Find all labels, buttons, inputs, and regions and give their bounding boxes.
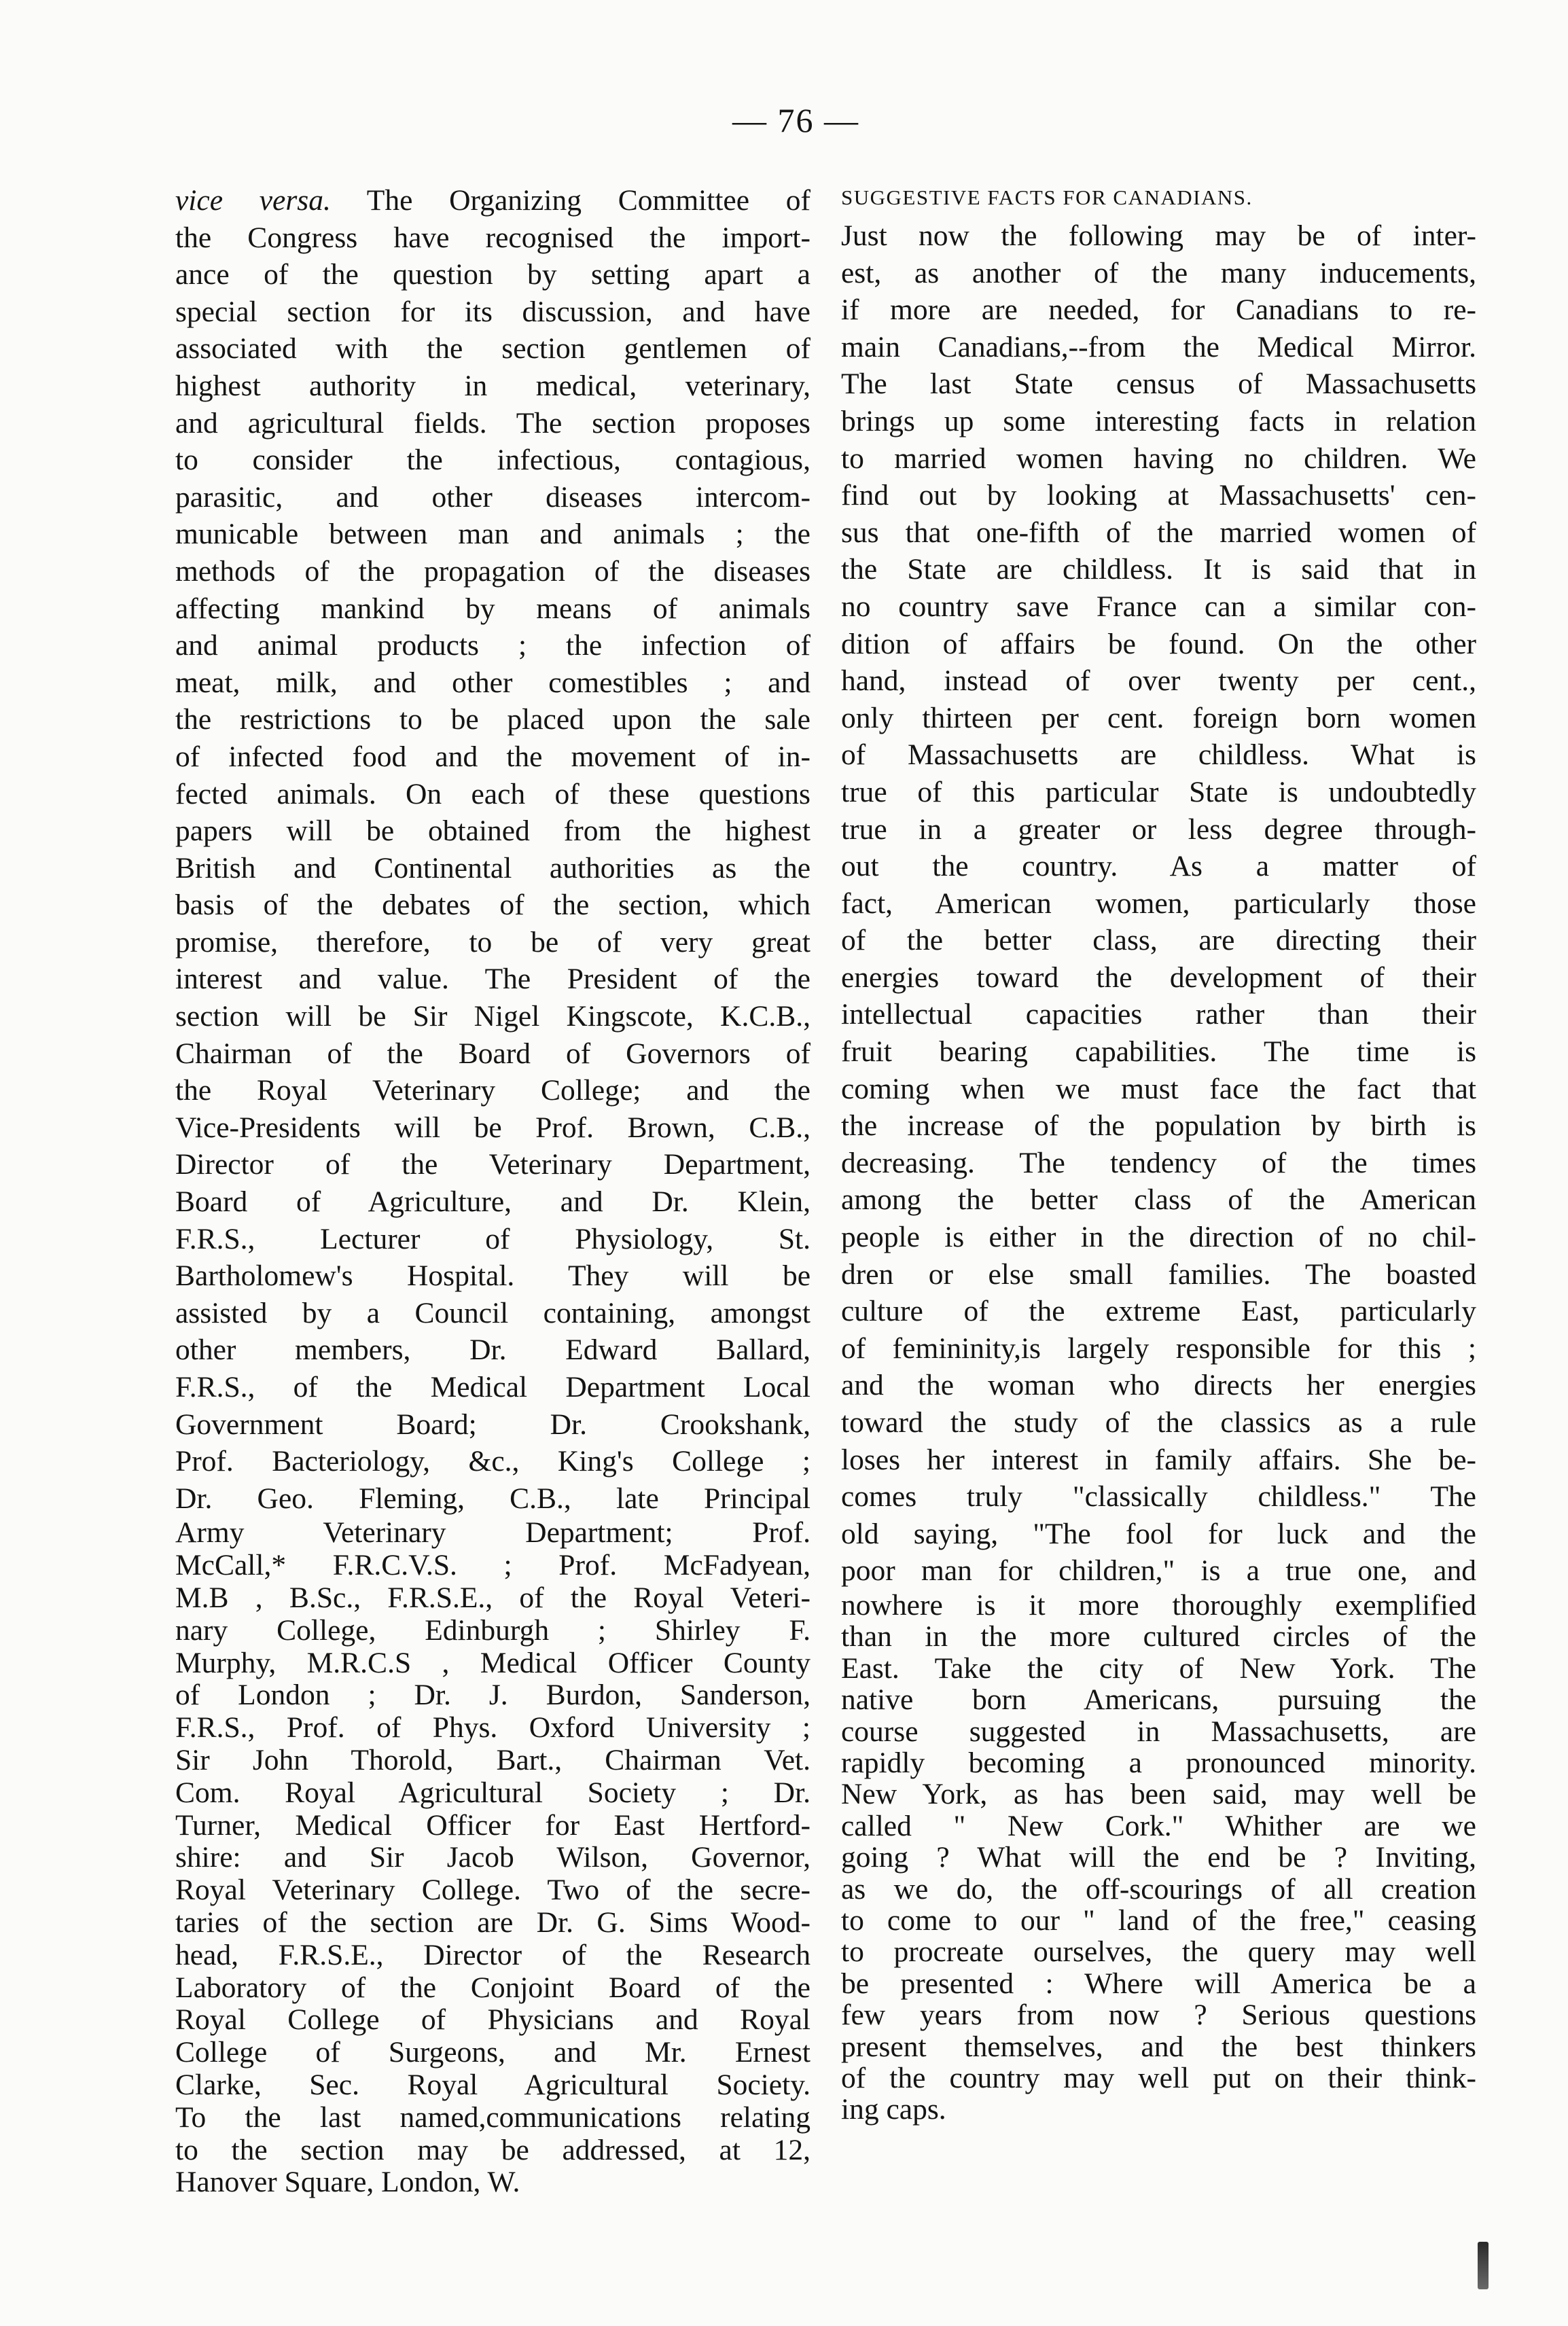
text-line: the increase of the population by birth is xyxy=(841,1109,1476,1143)
text-line: Turner, Medical Officer for East Hertford- xyxy=(175,1808,810,1842)
text-line: assisted by a Council containing, amongst xyxy=(175,1296,810,1329)
text-line: Clarke, Sec. Royal Agricultural Society. xyxy=(175,2068,810,2101)
text-line: Hanover Square, London, W. xyxy=(175,2166,520,2199)
text-line: associated with the section gentlemen of xyxy=(175,332,810,365)
text-line: est, as another of the many inducements, xyxy=(841,256,1476,289)
text-line: of femininity,is largely responsible for this ; xyxy=(841,1331,1476,1365)
text-line: of the country may well put on their think- xyxy=(841,2062,1476,2095)
text-line: Government Board; Dr. Crookshank, xyxy=(175,1408,810,1441)
text-line: no country save France can a similar con- xyxy=(841,590,1476,623)
text-line: and agricultural fields. The section proposes xyxy=(175,406,810,440)
text-line: true of this particular State is undoubtedly xyxy=(841,775,1476,808)
text-line: New York, as has been said, may well be xyxy=(841,1778,1476,1811)
page-number: — 76 — xyxy=(732,101,859,139)
text-line: to the section may be addressed, at 12, xyxy=(175,2133,810,2166)
text-line: of London ; Dr. J. Burdon, Sanderson, xyxy=(175,1679,810,1712)
text-line: the Congress have recognised the import- xyxy=(175,221,810,254)
text-line: native born Americans, pursuing the xyxy=(841,1683,1476,1717)
text-line: of the better class, are directing their xyxy=(841,924,1476,957)
text-line: Murphy, M.R.C.S , Medical Officer County xyxy=(175,1646,810,1679)
text-line: taries of the section are Dr. G. Sims Wood- xyxy=(175,1905,810,1939)
text-line: Sir John Thorold, Bart., Chairman Vet. xyxy=(175,1743,810,1776)
text-line: sus that one-fifth of the married women of xyxy=(841,516,1476,549)
text-line: head, F.R.S.E., Director of the Research xyxy=(175,1938,810,1971)
text-line: comes truly "classically childless." The xyxy=(841,1480,1476,1514)
text-line: nary College, Edinburgh ; Shirley F. xyxy=(175,1613,810,1647)
text-line xyxy=(175,182,810,219)
text-line: F.R.S., of the Medical Department Local xyxy=(175,1371,810,1403)
margin-scan-mark xyxy=(1478,2242,1489,2289)
text-line: Bartholomew's Hospital. They will be xyxy=(175,1259,810,1293)
text-line: Laboratory of the Conjoint Board of the xyxy=(175,1971,810,2004)
text-line: rapidly becoming a pronounced minority. xyxy=(841,1747,1476,1779)
text-line: find out by looking at Massachusetts' cen- xyxy=(841,479,1476,512)
text-line: course suggested in Massachusetts, are xyxy=(841,1715,1476,1748)
text-line: ance of the question by setting apart a xyxy=(175,258,810,291)
text-line: methods of the propagation of the diseases xyxy=(175,554,810,588)
text-line: ing caps. xyxy=(841,2093,946,2126)
text-line: interest and value. The President of the xyxy=(175,963,810,996)
text-line: going ? What will the end be ? Inviting, xyxy=(841,1841,1476,1874)
text-line: of infected food and the movement of in- xyxy=(175,740,810,773)
text-line: fact, American women, particularly those xyxy=(841,887,1476,920)
text-line: people is either in the direction of no chil- xyxy=(841,1221,1476,1254)
text-line: if more are needed, for Canadians to re- xyxy=(841,293,1476,327)
text-line: Royal College of Physicians and Royal xyxy=(175,2003,810,2037)
article-heading: SUGGESTIVE FACTS FOR CANADIANS. xyxy=(841,185,1253,209)
text-line: the restrictions to be placed upon the sale xyxy=(175,703,810,736)
text-line: Director of the Veterinary Department, xyxy=(175,1148,810,1181)
text-line: Just now the following may be of inter- xyxy=(841,219,1476,252)
text-line: called " New Cork." Whither are we xyxy=(841,1809,1476,1842)
text-line: and animal products ; the infection of xyxy=(175,629,810,662)
text-line: than in the more cultured circles of the xyxy=(841,1620,1476,1653)
text-line: of Massachusetts are childless. What is xyxy=(841,738,1476,772)
text-line: dren or else small families. The boasted xyxy=(841,1257,1476,1291)
text-line: hand, instead of over twenty per cent., xyxy=(841,664,1476,698)
text-line: decreasing. The tendency of the times xyxy=(841,1146,1476,1179)
text-line: College of Surgeons, and Mr. Ernest xyxy=(175,2036,810,2069)
text-line: McCall,* F.R.C.V.S. ; Prof. McFadyean, xyxy=(175,1549,810,1582)
text-line: only thirteen per cent. foreign born women xyxy=(841,701,1476,734)
text-line: and the woman who directs her energies xyxy=(841,1369,1476,1402)
text-line: brings up some interesting facts in relation xyxy=(841,404,1476,437)
text-line: the Royal Veterinary College; and the xyxy=(175,1074,810,1107)
text-line: to come to our " land of the free," ceasing xyxy=(841,1904,1476,1937)
text-line: true in a greater or less degree through- xyxy=(841,812,1476,846)
text-line: shire: and Sir Jacob Wilson, Governor, xyxy=(175,1841,810,1874)
text-line: coming when we must face the fact that xyxy=(841,1072,1476,1105)
text-run: The Organizing Committee of xyxy=(330,184,810,217)
text-line: M.B , B.Sc., F.R.S.E., of the Royal Veteri- xyxy=(175,1581,810,1614)
text-line: among the better class of the American xyxy=(841,1183,1476,1217)
text-line: main Canadians,--from the Medical Mirror. xyxy=(841,330,1476,363)
text-line: old saying, "The fool for luck and the xyxy=(841,1517,1476,1550)
text-line: meat, milk, and other comestibles ; and xyxy=(175,666,810,699)
text-line: to procreate ourselves, the query may well xyxy=(841,1935,1476,1969)
text-line: Royal Veterinary College. Two of the secre- xyxy=(175,1874,810,1907)
text-line: to married women having no children. We xyxy=(841,442,1476,475)
text-line: To the last named,communications relating xyxy=(175,2100,810,2134)
right-column xyxy=(841,182,1476,2126)
text-line: the State are childless. It is said that in xyxy=(841,553,1476,586)
text-line: Army Veterinary Department; Prof. xyxy=(175,1516,810,1550)
text-line: municable between man and animals ; the xyxy=(175,518,810,551)
text-line: basis of the debates of the section, which xyxy=(175,889,810,922)
text-line: Board of Agriculture, and Dr. Klein, xyxy=(175,1185,810,1219)
text-line: affecting mankind by means of animals xyxy=(175,592,810,625)
text-line: nowhere is it more thoroughly exemplified xyxy=(841,1588,1476,1622)
text-line: poor man for children," is a true one, and xyxy=(841,1554,1476,1588)
text-line: fruit bearing capabilities. The time is xyxy=(841,1035,1476,1069)
text-line: Vice-Presidents will be Prof. Brown, C.B., xyxy=(175,1111,810,1144)
text-line: promise, therefore, to be of very great xyxy=(175,925,810,959)
left-column xyxy=(175,182,810,2199)
text-line: highest authority in medical, veterinary, xyxy=(175,369,810,402)
text-line: to consider the infectious, contagious, xyxy=(175,444,810,477)
text-line: F.R.S., Lecturer of Physiology, St. xyxy=(175,1222,810,1255)
text-line: Chairman of the Board of Governors of xyxy=(175,1037,810,1070)
text-line: Dr. Geo. Fleming, C.B., late Principal xyxy=(175,1482,810,1515)
text-line: few years from now ? Serious questions xyxy=(841,1999,1476,2032)
text-line: toward the study of the classics as a rule xyxy=(841,1406,1476,1439)
text-line: be presented : Where will America be a xyxy=(841,1967,1476,2000)
text-line: fected animals. On each of these questions xyxy=(175,777,810,810)
text-line: special section for its discussion, and have xyxy=(175,295,810,328)
text-line: papers will be obtained from the highest xyxy=(175,815,810,848)
text-line: section will be Sir Nigel Kingscote, K.C.B., xyxy=(175,1000,810,1033)
text-line: as we do, the off-scourings of all creation xyxy=(841,1872,1476,1905)
text-line: The last State census of Massachusetts xyxy=(841,368,1476,401)
italic-phrase: vice versa. xyxy=(175,184,331,217)
text-line: parasitic, and other diseases intercom- xyxy=(175,480,810,514)
text-line: Com. Royal Agricultural Society ; Dr. xyxy=(175,1776,810,1809)
text-line: energies toward the development of their xyxy=(841,961,1476,994)
text-line: British and Continental authorities as the xyxy=(175,851,810,884)
text-line: intellectual capacities rather than their xyxy=(841,998,1476,1031)
text-line: loses her interest in family affairs. She be- xyxy=(841,1443,1476,1476)
text-line: Prof. Bacteriology, &c., King's College ; xyxy=(175,1445,810,1478)
text-line: culture of the extreme East, particularly xyxy=(841,1295,1476,1328)
text-line: East. Take the city of New York. The xyxy=(841,1651,1476,1685)
text-line: other members, Dr. Edward Ballard, xyxy=(175,1334,810,1367)
text-line: dition of affairs be found. On the other xyxy=(841,627,1476,660)
text-line: F.R.S., Prof. of Phys. Oxford University ; xyxy=(175,1711,810,1744)
text-line: out the country. As a matter of xyxy=(841,850,1476,883)
text-line: present themselves, and the best thinkers xyxy=(841,2030,1476,2063)
